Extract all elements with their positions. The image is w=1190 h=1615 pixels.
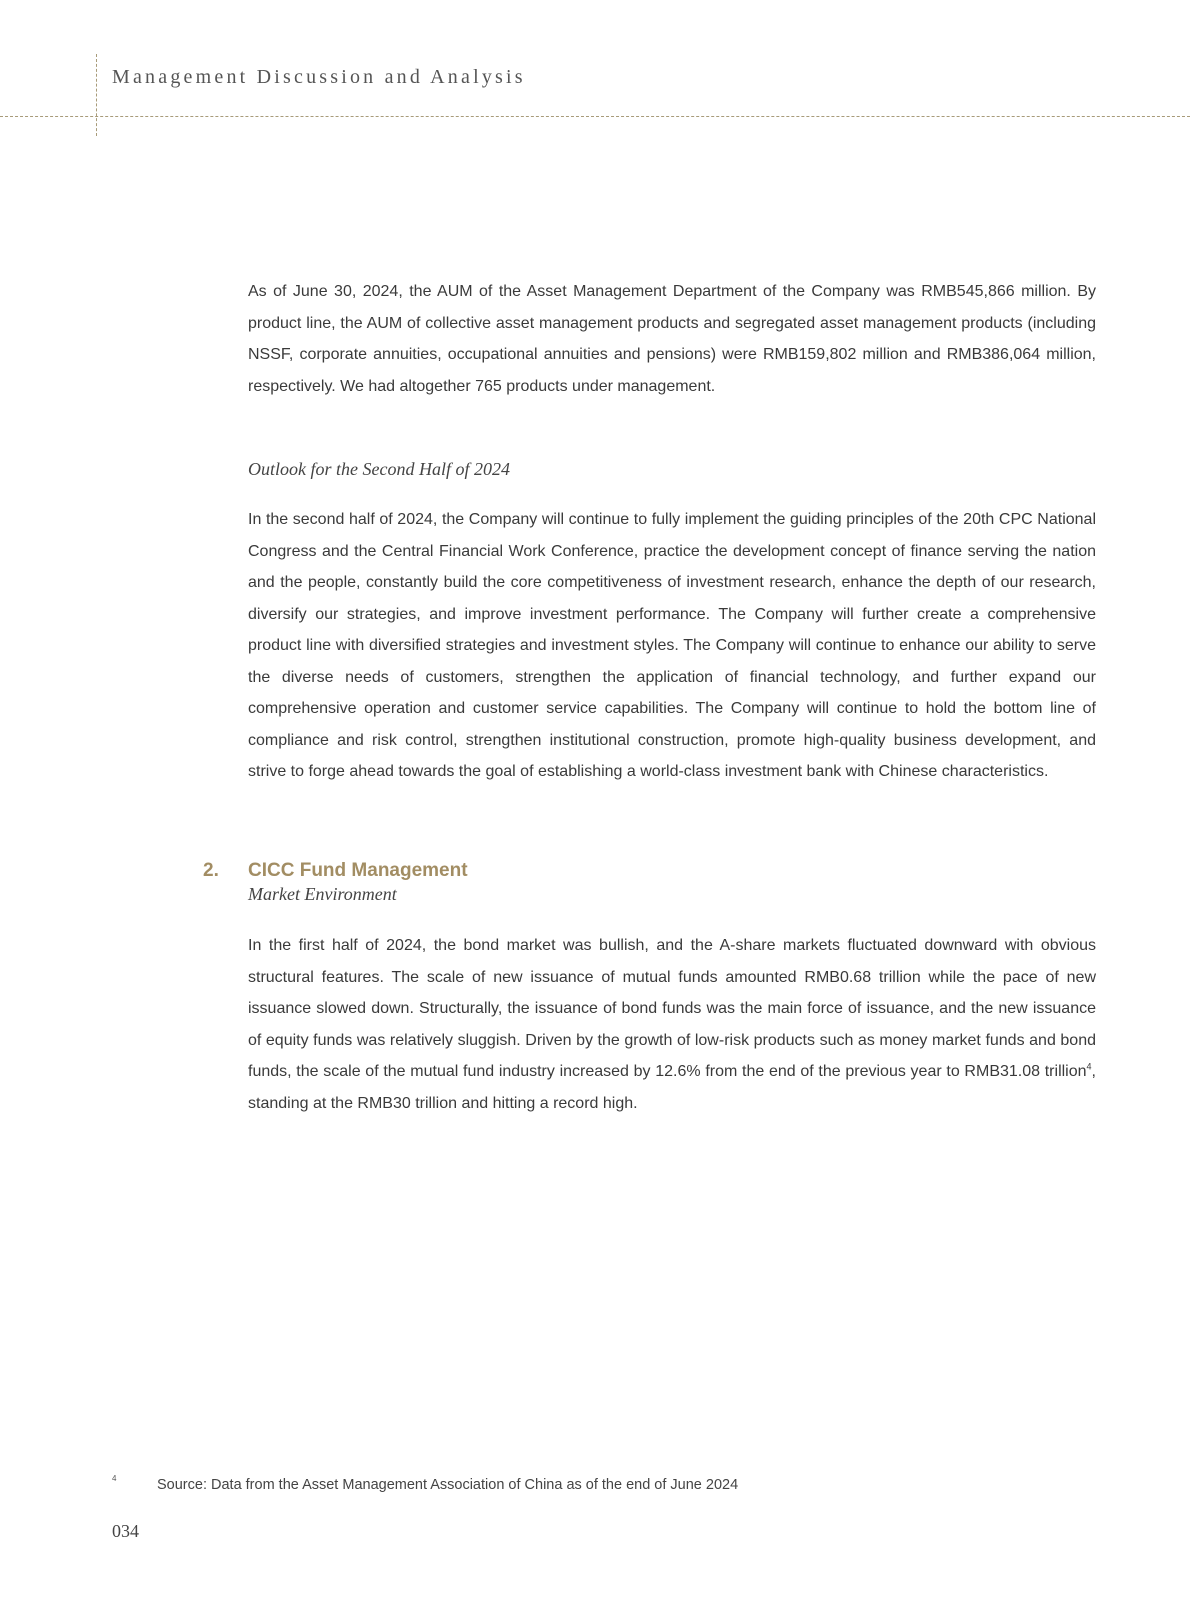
paragraph-text: In the first half of 2024, the bond market was bullish, and the A-share markets fluctuated downward with obvious structural features. The scale of new issuance of mutual funds amounted RMB0.68 trillion while the pace of new issuance slowed down. Structurally, the issuance of bond funds was the main force of issuance, and the new issuance of equity funds was relatively sluggish. Driven by the growth of low-risk products such as money market funds and bond funds, the scale of the mutual fund industry increased by 12.6% from the end of the previous year to RMB31.08 trillion bbox=[248, 937, 1096, 1080]
footnote-text: Source: Data from the Asset Management Association of China as of the end of June 2024 bbox=[157, 1477, 739, 1493]
section-title: CICC Fund Management bbox=[248, 860, 468, 881]
market-environment-subheading: Market Environment bbox=[248, 884, 397, 904]
header-vertical-rule bbox=[96, 54, 97, 136]
header-horizontal-rule bbox=[0, 116, 1190, 117]
footnote-number: 4 bbox=[112, 1474, 117, 1483]
running-header-title: Management Discussion and Analysis bbox=[112, 66, 526, 88]
page-number: 034 bbox=[112, 1521, 139, 1541]
footnote-reference: 4 bbox=[1086, 1061, 1092, 1072]
aum-paragraph: As of June 30, 2024, the AUM of the Asset Management Department of the Company was RMB545,866 million. By product line, the AUM of collective asset management products and segregated asset management products (including NSSF, corporate annuities, occupational annuities and pensions) were RMB159,802 million and RMB386,064 million, respectively. We had altogether 765 products under management. bbox=[248, 283, 1096, 395]
paragraph-text: , standing at the RMB30 trillion and hitting a record high. bbox=[248, 1063, 1096, 1112]
outlook-paragraph: In the second half of 2024, the Company will continue to fully implement the guiding principles of the 20th CPC National Congress and the Central Financial Work Conference, practice the development concept of finance serving the nation and the people, constantly build the core competitiveness of investment research, enhance the depth of our research, diversify our strategies, and improve investment performance. The Company will further create a comprehensive product line with diversified strategies and investment styles. The Company will continue to enhance our ability to serve the diverse needs of customers, strengthen the application of financial technology, and further expand our comprehensive operation and customer service capabilities. The Company will continue to hold the bottom line of compliance and risk control, strengthen institutional construction, promote high-quality business development, and strive to forge ahead towards the goal of establishing a world-class investment bank with Chinese characteristics. bbox=[248, 511, 1096, 780]
market-environment-paragraph bbox=[248, 930, 1096, 1119]
outlook-subheading: Outlook for the Second Half of 2024 bbox=[248, 459, 510, 479]
section-number: 2. bbox=[203, 860, 219, 881]
